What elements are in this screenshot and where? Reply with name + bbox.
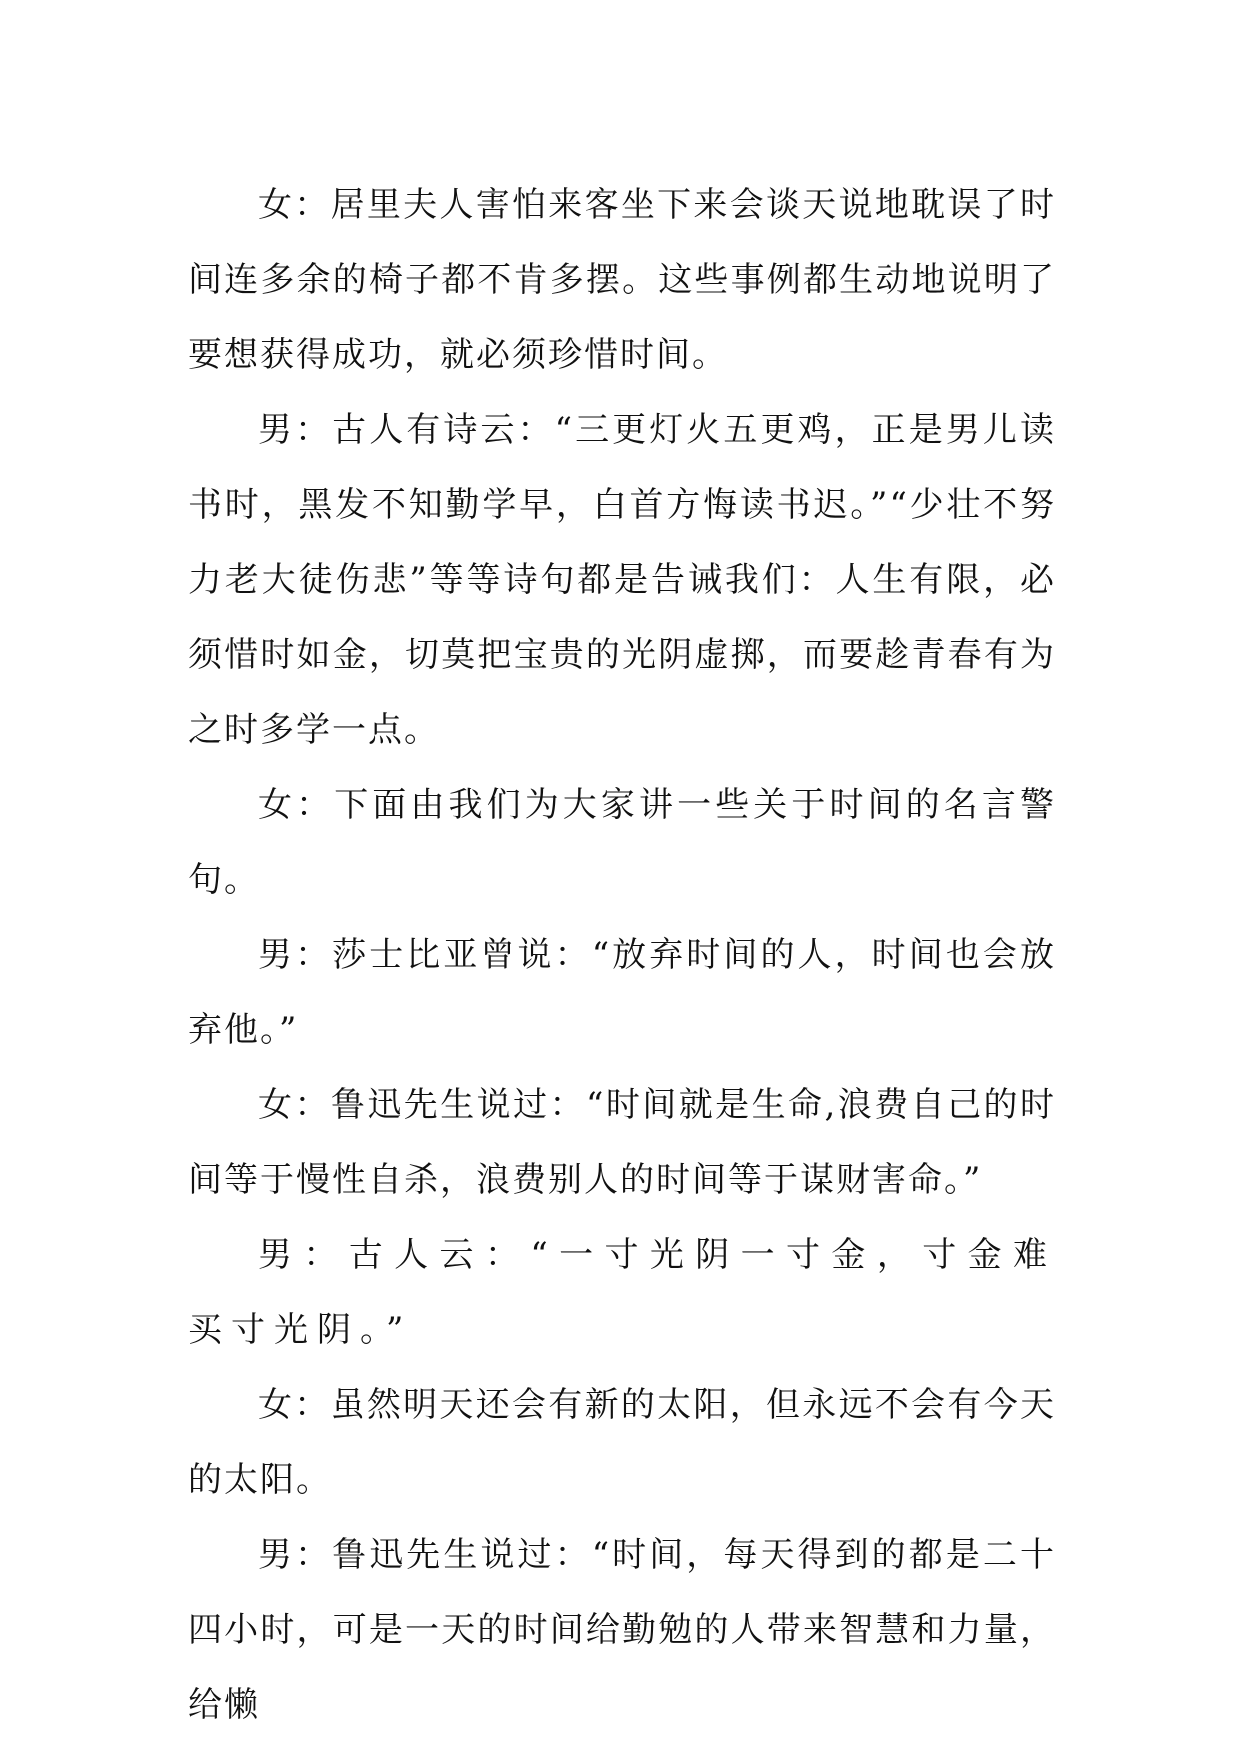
paragraph-curie: 女：居里夫人害怕来客坐下来会谈天说地耽误了时间连多余的椅子都不肯多摆。这些事例都生动地说明了要想获得成功，就必须珍惜时间。 — [188, 185, 1056, 375]
paragraph-quotes-intro: 女：下面由我们为大家讲一些关于时间的名言警句。 — [188, 785, 1056, 900]
paragraph-tomorrow-sun: 女：虽然明天还会有新的太阳，但永远不会有今天的太阳。 — [188, 1385, 1056, 1500]
paragraph-luxun-life: 女：鲁迅先生说过：“时间就是生命,浪费自己的时间等于慢性自杀，浪费别人的时间等于谋财害命。” — [188, 1085, 1056, 1200]
document-body — [188, 168, 1056, 1743]
paragraph-luxun-hours: 男：鲁迅先生说过：“时间，每天得到的都是二十四小时，可是一天的时间给勤勉的人带来智慧和力量，给懒 — [188, 1535, 1056, 1725]
paragraph-shakespeare: 男：莎士比亚曾说：“放弃时间的人，时间也会放弃他。” — [188, 935, 1056, 1050]
paragraph-ancient-poem: 男：古人有诗云：“三更灯火五更鸡，正是男儿读书时，黑发不知勤学早，白首方悔读书迟。”“少壮不努力老大徒伤悲”等等诗句都是告诫我们：人生有限，必须惜时如金，切莫把宝贵的光阴虚掷，而要趁青春有为之时多学一点。 — [188, 410, 1056, 750]
paragraph-inch-of-time: 男：古人云：“一寸光阴一寸金，寸金难买寸光阴。” — [188, 1235, 1056, 1350]
